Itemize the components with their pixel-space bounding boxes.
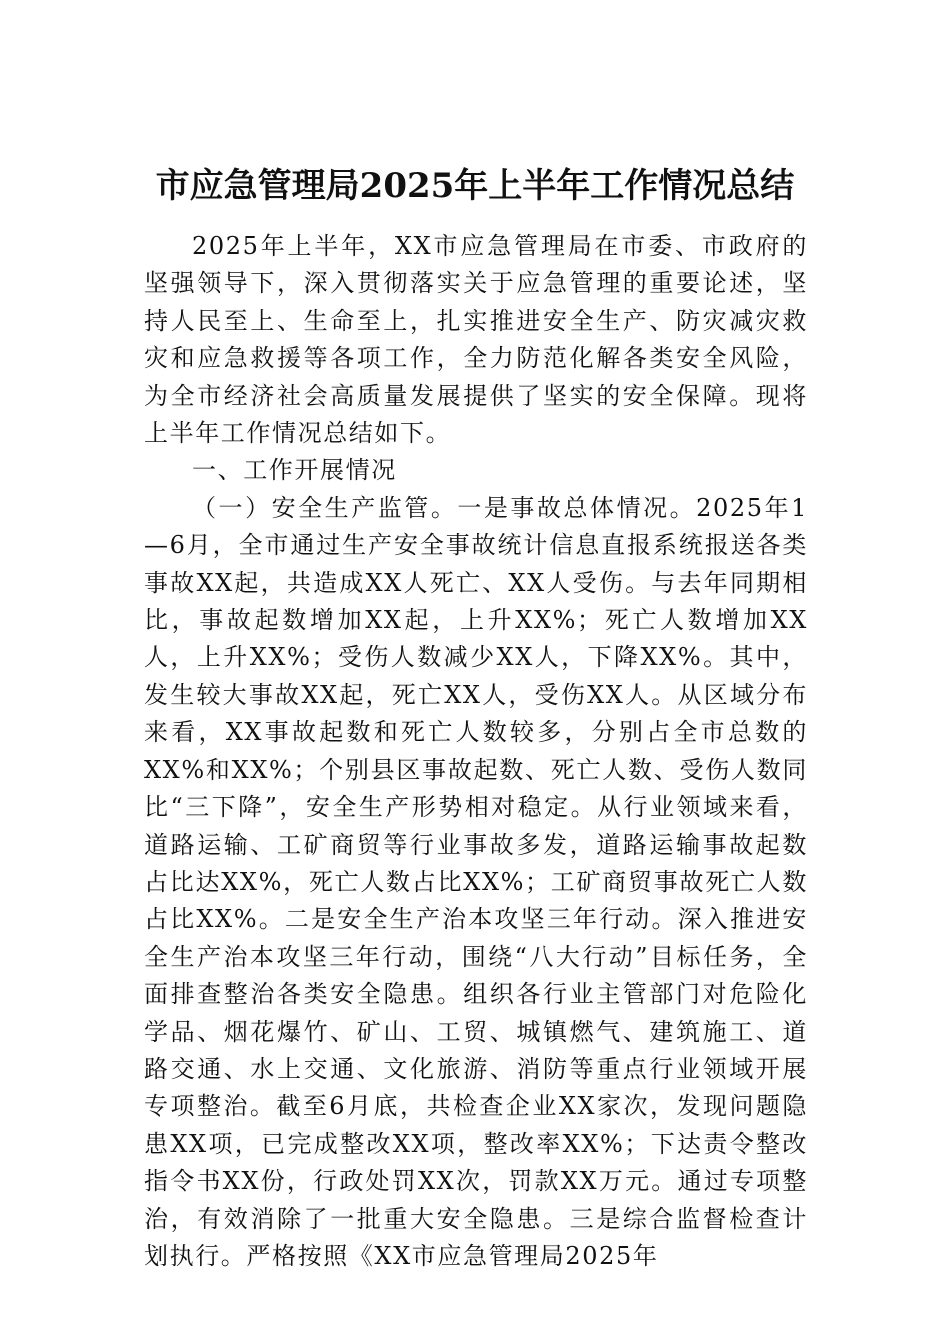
document-body: [144, 228, 808, 1275]
section-heading-work-progress: 一、工作开展情况: [192, 456, 397, 485]
document-title: 市应急管理局2025年上半年工作情况总结: [155, 166, 795, 206]
section-paragraph-safety-supervision: （一）安全生产监管。一是事故总体情况。2025年1—6月，全市通过生产安全事故统计信息直报系统报送各类事故XX起，共造成XX人死亡、XX人受伤。与去年同期相比，事故起数增加XX起，上升XX%；死亡人数增加XX人，上升XX%；受伤人数减少XX人，下降XX%。其中，发生较大事故XX起，死亡XX人，受伤XX人。从区域分布来看，XX事故起数和死亡人数较多，分别占全市总数的XX%和XX%；个别县区事故起数、死亡人数、受伤人数同比“三下降”，安全生产形势相对稳定。从行业领域来看，道路运输、工矿商贸等行业事故多发，道路运输事故起数占比达XX%，死亡人数占比XX%；工矿商贸事故死亡人数占比XX%。二是安全生产治本攻坚三年行动。深入推进安全生产治本攻坚三年行动，围绕“八大行动”目标任务，全面排查整治各类安全隐患。组织各行业主管部门对危险化学品、烟花爆竹、矿山、工贸、城镇燃气、建筑施工、道路交通、水上交通、文化旅游、消防等重点行业领域开展专项整治。截至6月底，共检查企业XX家次，发现问题隐患XX项，已完成整改XX项，整改率XX%；下达责令整改指令书XX份，行政处罚XX次，罚款XX万元。通过专项整治，有效消除了一批重大安全隐患。三是综合监督检查计划执行。严格按照《XX市应急管理局2025年: [144, 493, 808, 1270]
intro-paragraph: 2025年上半年，XX市应急管理局在市委、市政府的坚强领导下，深入贯彻落实关于应急管理的重要论述，坚持人民至上、生命至上，扎实推进安全生产、防灾减灾救灾和应急救援等各项工作，全力防范化解各类安全风险，为全市经济社会高质量发展提供了坚实的安全保障。现将上半年工作情况总结如下。: [144, 232, 808, 448]
